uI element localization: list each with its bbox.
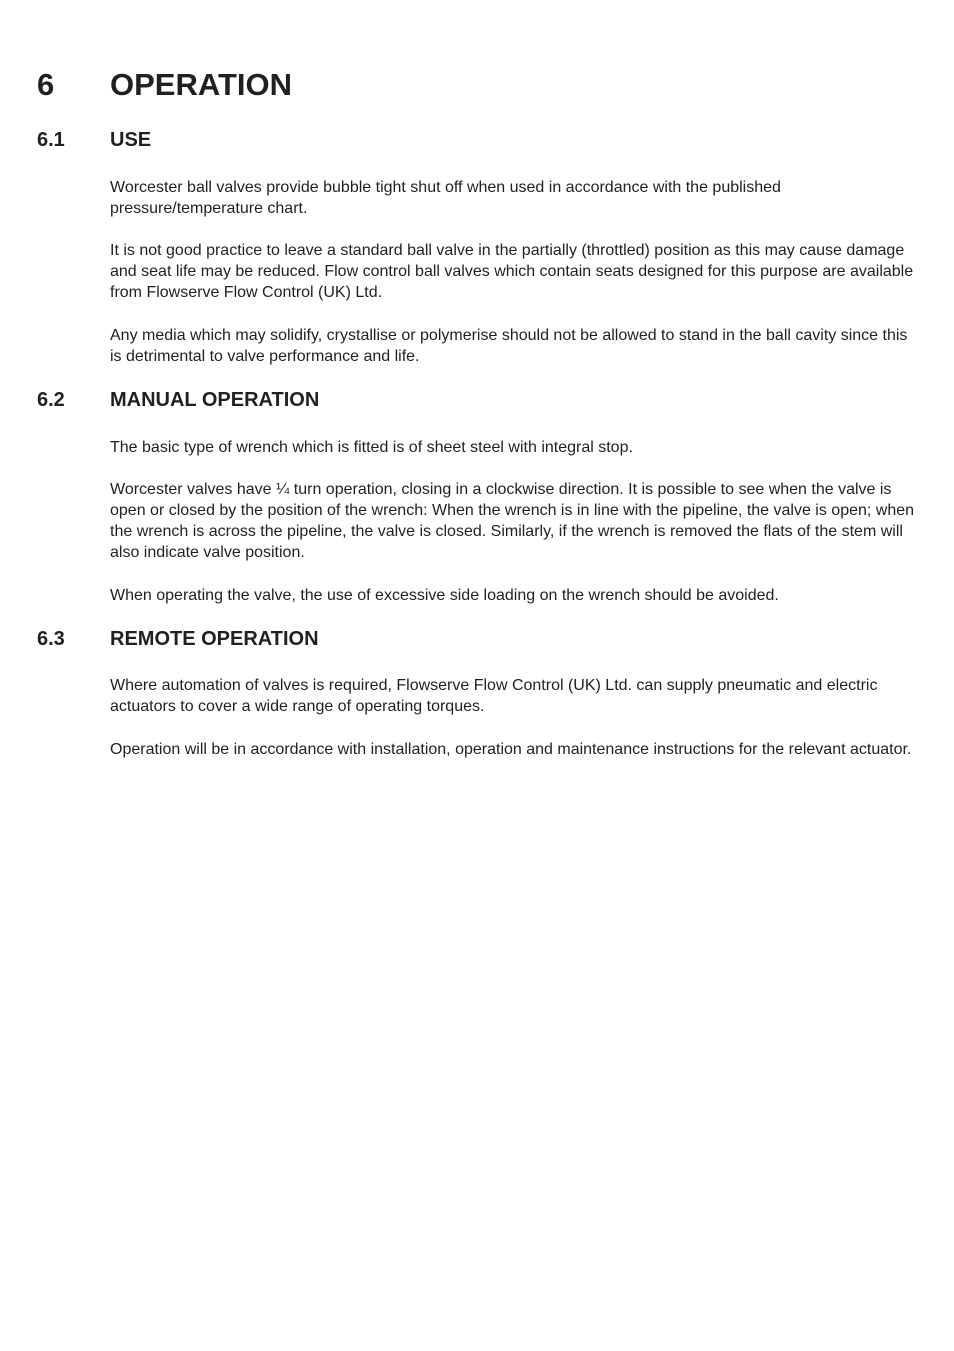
paragraph: When operating the valve, the use of excessive side loading on the wrench should be avoided. — [110, 587, 779, 604]
paragraph: Worcester valves have ¼ turn operation, closing in a clockwise direction. It is possible to see when the valve is open or closed by the position of the wrench: When the wrench is in line with the pipeline, the valve is open; when the wrench is across the pipeline, the valve is closed. Similarly, if the wrench is removed the flats of the stem will also indicate valve position. — [110, 481, 915, 561]
section-title: MANUAL OPERATION — [110, 389, 320, 411]
section-heading-remote-operation — [37, 626, 319, 652]
section-number: 6.3 — [37, 628, 65, 650]
paragraph: Where automation of valves is required, Flowserve Flow Control (UK) Ltd. can supply pneumatic and electric actuators to cover a wide range of operating torques. — [110, 677, 878, 715]
paragraph: Any media which may solidify, crystallise or polymerise should not be allowed to stand in the ball cavity since this is detrimental to valve performance and life. — [110, 327, 908, 365]
section-number: 6.1 — [37, 129, 65, 151]
section-heading-use — [37, 127, 151, 153]
chapter-title: OPERATION — [110, 67, 292, 102]
chapter-heading — [37, 62, 292, 108]
section-number: 6.2 — [37, 389, 65, 411]
paragraph: Worcester ball valves provide bubble tight shut off when used in accordance with the published pressure/temperature chart. — [110, 179, 781, 217]
section-heading-manual-operation — [37, 387, 319, 413]
paragraph: The basic type of wrench which is fitted is of sheet steel with integral stop. — [110, 439, 633, 456]
paragraph: It is not good practice to leave a standard ball valve in the partially (throttled) position as this may cause damage and seat life may be reduced. Flow control ball valves which contain seats designed for this purpose are available from Flowserve Flow Control (UK) Ltd. — [110, 242, 914, 301]
section-title: REMOTE OPERATION — [110, 628, 319, 650]
chapter-number: 6 — [37, 67, 55, 102]
paragraph: Operation will be in accordance with installation, operation and maintenance instructions for the relevant actuator. — [110, 741, 912, 758]
section-title: USE — [110, 129, 152, 151]
